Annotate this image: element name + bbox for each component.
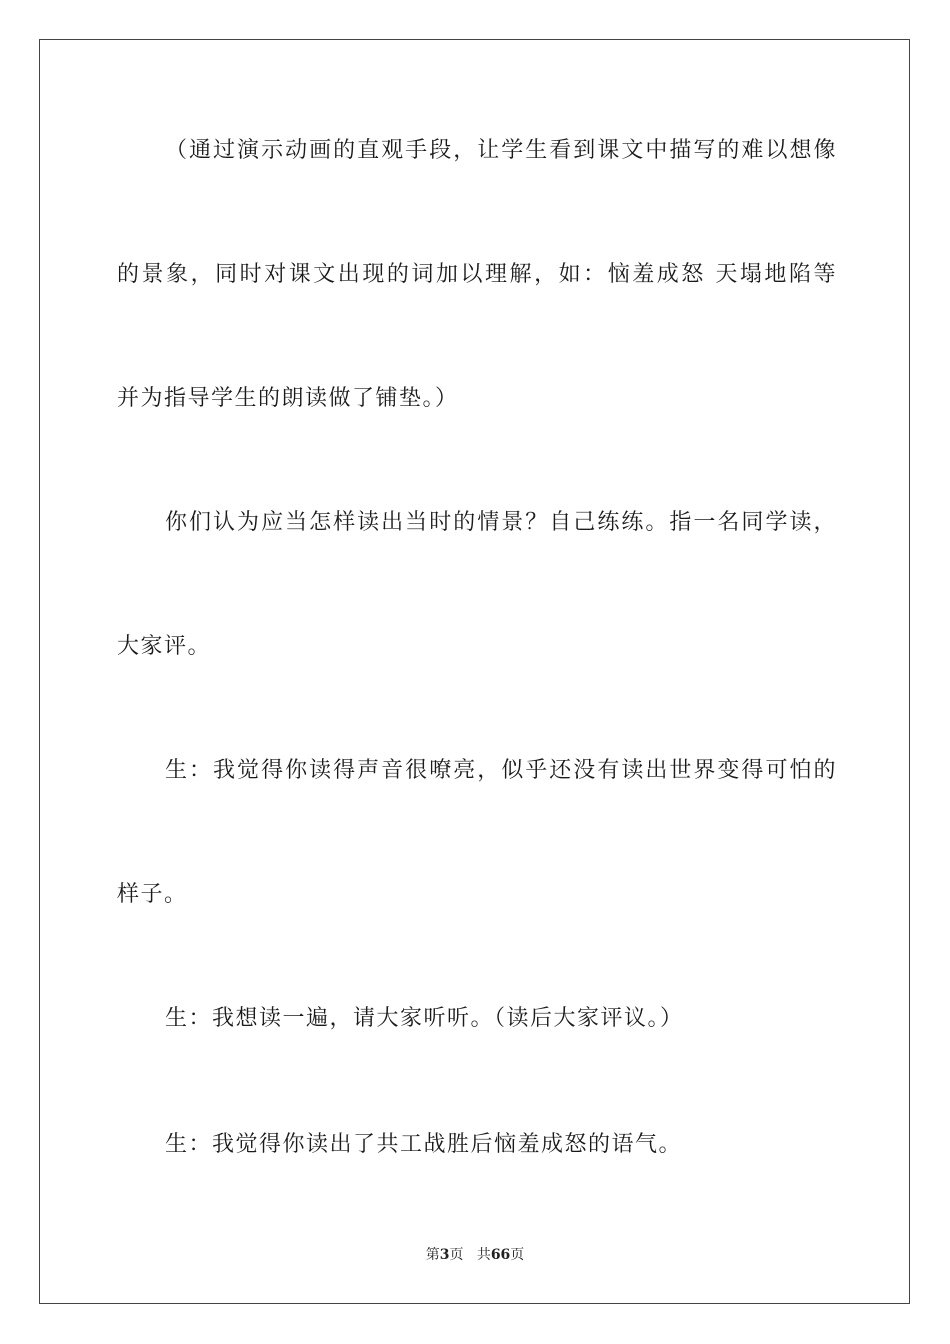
- text-line: 的景象，同时对课文出现的词加以理解，如：恼羞成怒 天塌地陷等: [117, 262, 837, 287]
- total-pages: 66: [490, 1247, 511, 1263]
- text-line: 并为指导学生的朗读做了铺垫。）: [117, 386, 459, 411]
- page-number: 3: [439, 1247, 450, 1263]
- text-line: 生：我想读一遍，请大家听听。（读后大家评议。）: [165, 1006, 684, 1031]
- total-prefix: 共: [476, 1247, 491, 1263]
- page-suffix: 页: [449, 1247, 464, 1263]
- text-line: 生：我觉得你读出了共工战胜后恼羞成怒的语气。: [165, 1132, 683, 1157]
- text-line: 生：我觉得你读得声音很嘹亮，似乎还没有读出世界变得可怕的: [165, 758, 837, 783]
- page-prefix: 第: [425, 1247, 440, 1263]
- total-suffix: 页: [510, 1247, 525, 1263]
- page-footer: [0, 1245, 950, 1265]
- text-line: 大家评。: [117, 634, 212, 659]
- page-border: [39, 39, 910, 1304]
- text-line: 你们认为应当怎样读出当时的情景？自己练练。指一名同学读，: [165, 510, 837, 535]
- text-line: （通过演示动画的直观手段，让学生看到课文中描写的难以想像: [165, 138, 837, 163]
- text-line: 样子。: [117, 882, 188, 907]
